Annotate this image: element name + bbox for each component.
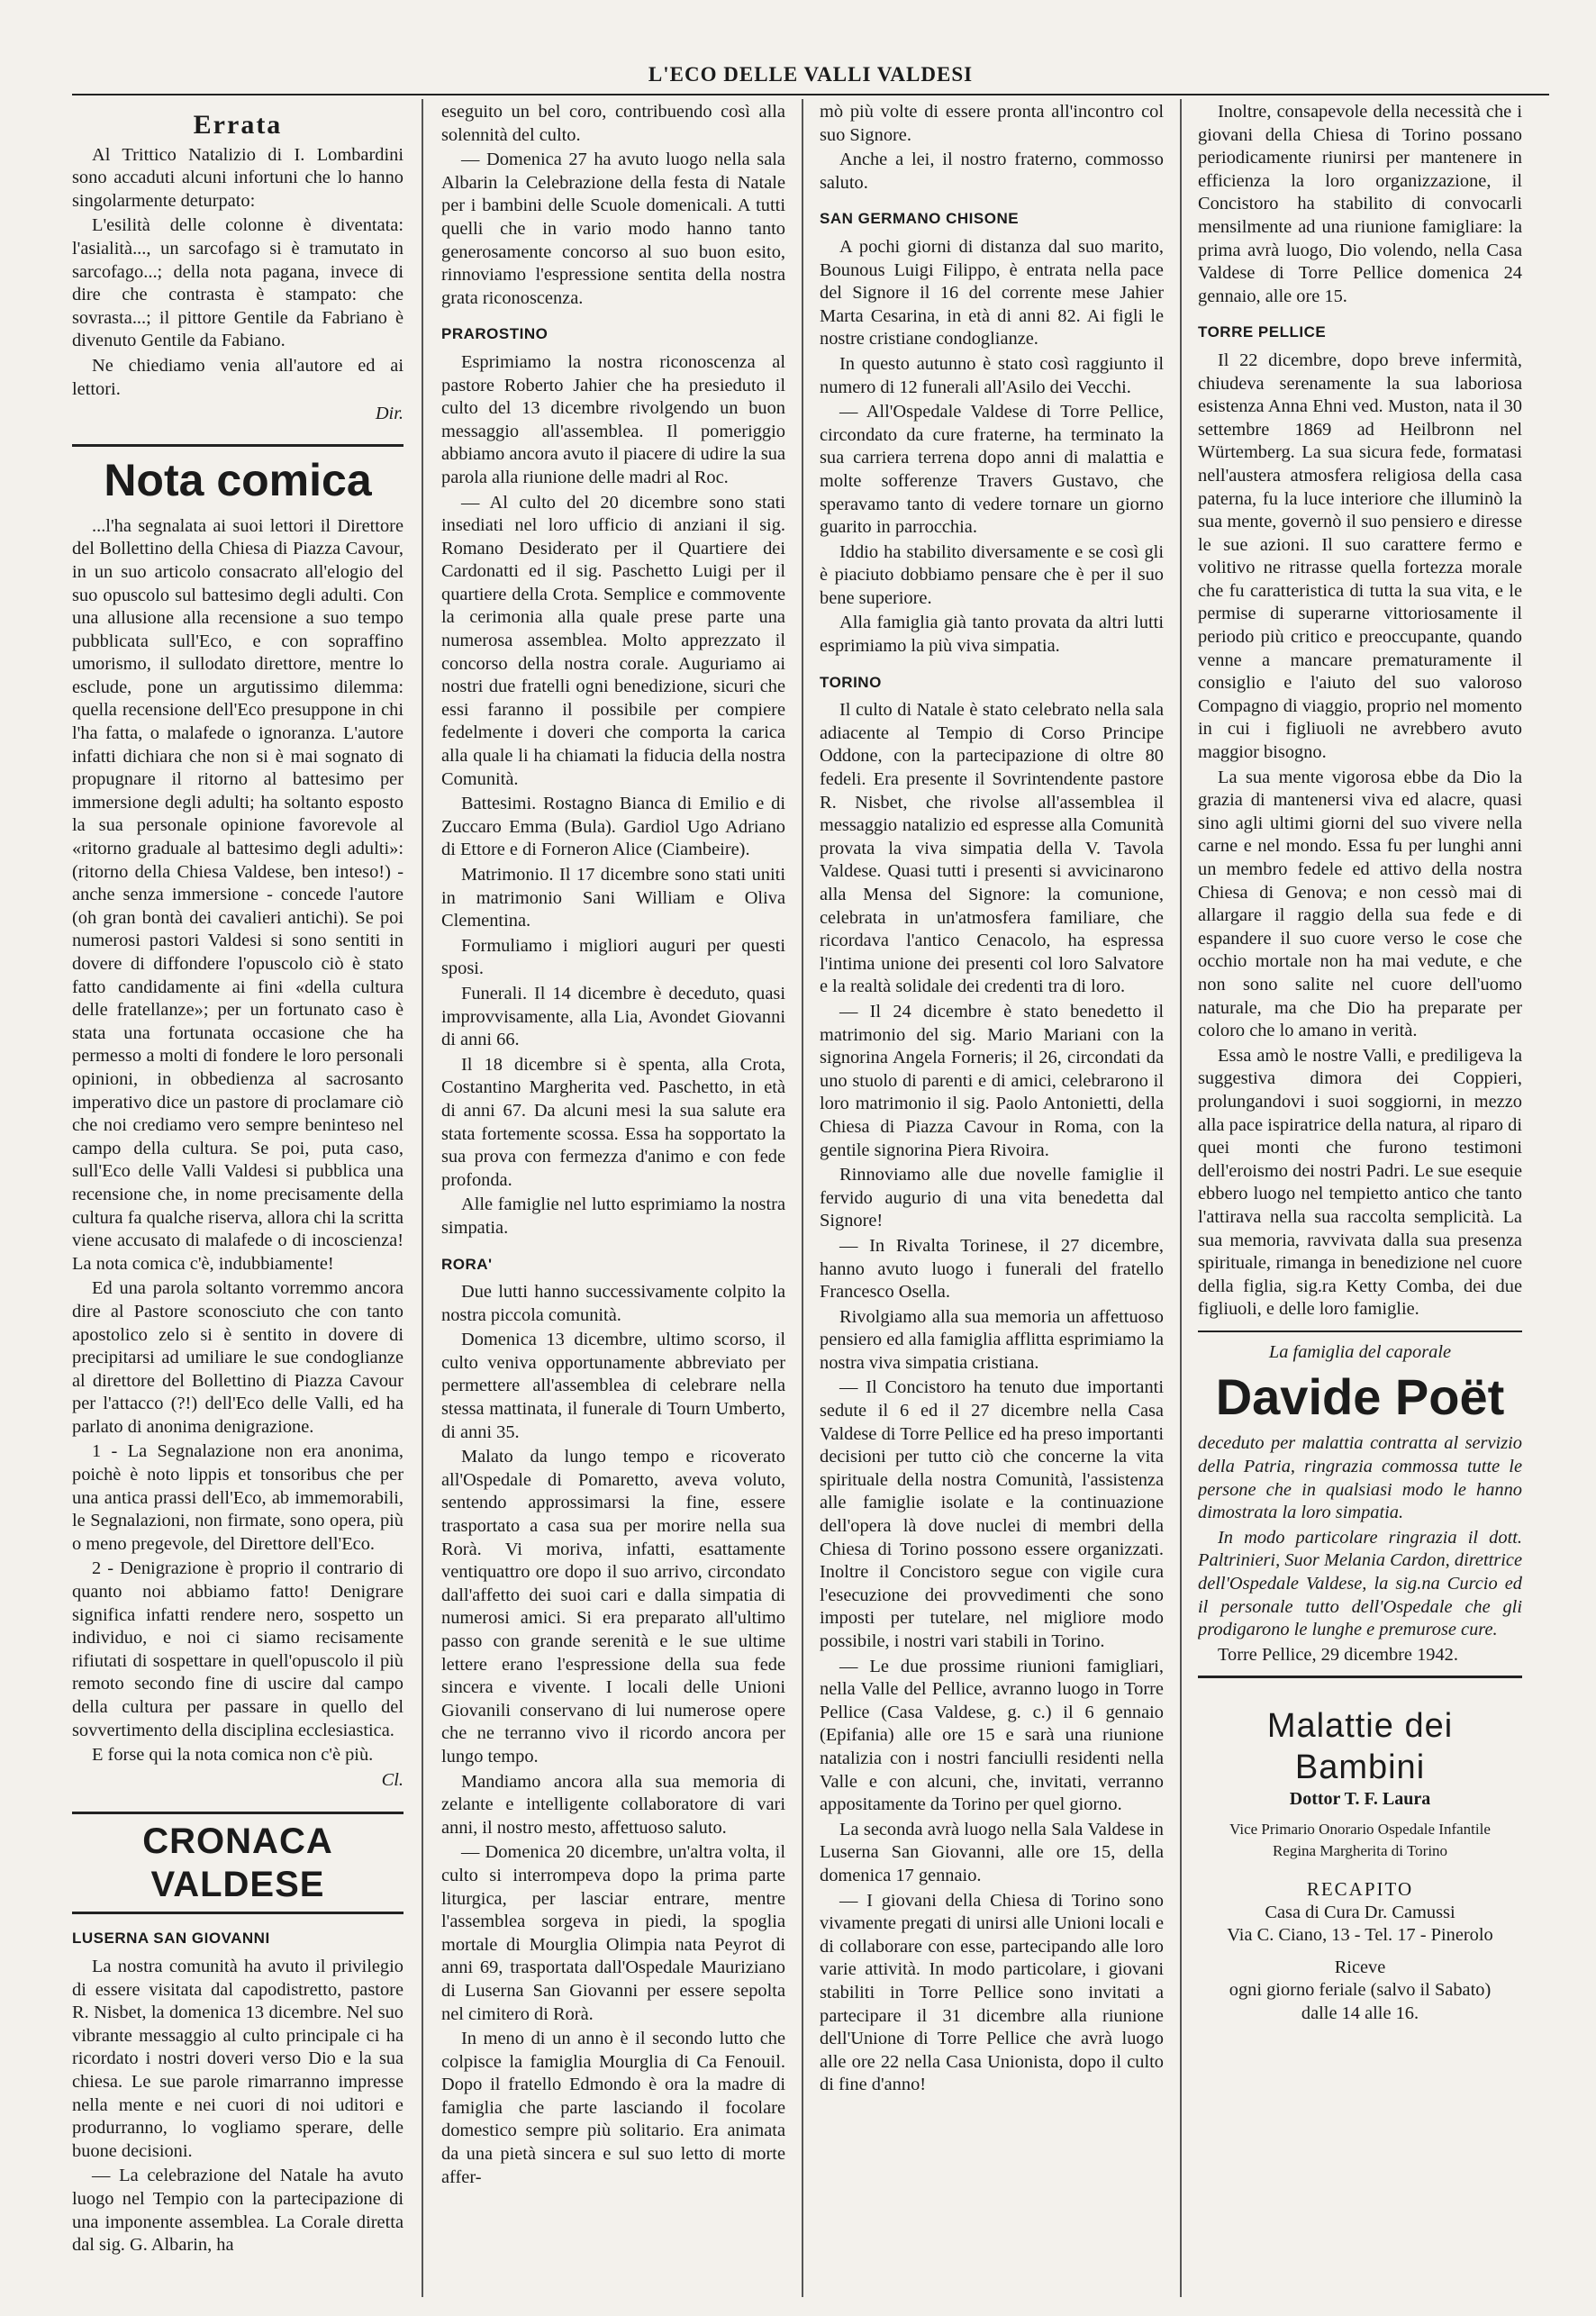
section-heading-luserna: LUSERNA SAN GIOVANNI (72, 1930, 270, 1948)
rora-paragraph: Due lutti hanno successivamente colpito la nostra piccola comunità. (441, 1282, 785, 1325)
divider (1198, 1676, 1522, 1678)
rora-paragraph: Mandiamo ancora alla sua memoria di zelante e intelligente collaboratore di vari anni, il nostro mesto, affettuoso saluto. (441, 1771, 785, 1838)
nota-comica-title: Nota comica (72, 444, 404, 506)
section-heading-san-germano: SAN GERMANO CHISONE (820, 210, 1020, 228)
paragraph: mò più volte di essere pronta all'incontro col suo Signore. (820, 102, 1164, 145)
torino-paragraph: — Il Concistoro ha tenuto due importanti sedute il 6 ed il 27 dicembre nella Casa Valdese di Torre Pellice ed ha preso importanti decisioni per tutto ciò che concerne la vita spirituale della nostra Comunità, l'assistenza alle famiglie isolate e la continuazione dell'opera là dove nuclei di membri della Chiesa di Torino possono essere organizzati. Inoltre il Concistoro segue con vigile cura l'esecuzione dei provvedimenti che sono imposti per tutelare, nel migliore modo possibile, i nostri vari stabili in Torino. (820, 1377, 1164, 1651)
ad-hours: dalle 14 alle 16. (1301, 2003, 1419, 2023)
san-germano-paragraph: — All'Ospedale Valdese di Torre Pellice, circondato da cure fraterne, ha terminato la sua carriera terrena dopo anni di malattia e molte sofferenze Travers Gustavo, che speravamo tanto di vedere tornare un giorno guarito in parrocchia. (820, 402, 1164, 538)
ad-hours: ogni giorno feriale (salvo il Sabato) (1229, 1980, 1492, 2001)
notice-intro: La famiglia del caporale (1268, 1341, 1452, 1362)
luserna-paragraph: — La celebrazione del Natale ha avuto luogo nel Tempio con la partecipazione di una imponente assemblea. La Corale diretta dal sig. G. Albarin, ha (72, 2166, 404, 2256)
san-germano-paragraph: Alla famiglia già tanto provata da altri lutti esprimiamo la più viva simpatia. (820, 613, 1164, 657)
prarostino-paragraph: Matrimonio. Il 17 dicembre sono stati uniti in matrimonio Sani William e Oliva Clementina. (441, 865, 785, 931)
torino-paragraph: Rivolgiamo alla sua memoria un affettuoso pensiero ed alla famiglia afflitta esprimiamo la nostra viva simpatia cristiana. (820, 1306, 1164, 1373)
nota-paragraph: 2 - Denigrazione è proprio il contrario di quanto noi abbiamo fatto! Denigrare significa infatti rendere nero, sospetto un individuo, e noi ci siamo recisamente rifiutati di sospettare in quell'opuscolo il più remoto secondo fine di uscire dal campo della cultura per passare in quello del sovvertimento della disciplina ecclesiastica. (72, 1558, 404, 1740)
column-divider (802, 99, 803, 2297)
nota-paragraph: 1 - La Segnalazione non era anonima, poichè è noto lippis et tonsoribus che per una antica prassi dell'Eco, ab immemorabili, le Segnalazioni, non firmate, sono opera, più o meno pregevole, del Direttore dell'Eco. (72, 1441, 404, 1554)
nota-paragraph: E forse qui la nota comica non c'è più. (92, 1745, 374, 1766)
column-3 (820, 101, 1164, 2299)
luserna-paragraph: La nostra comunità ha avuto il privilegio di essere visitata dal capodistretto, pastore R. Nisbet, la domenica 13 dicembre. Nel suo vibrante messaggio al culto principale ci ha ricordato i nostri doveri verso Dio e la sua chiesa. Le sue parole rimarranno impresse nella mente e nei cuori di noi uditori e produrranno, lo vogliamo sperare, delle buone decisioni. (72, 1956, 404, 2161)
san-germano-paragraph: In questo autunno è stato così raggiunto il numero di 12 funerali all'Asilo dei Vecchi. (820, 353, 1164, 397)
column-4 (1198, 101, 1522, 2299)
prarostino-paragraph: Funerali. Il 14 dicembre è deceduto, quasi improvvisamente, alla Lia, Avondet Giovanni di anni 66. (441, 983, 785, 1050)
section-heading-torino: TORINO (820, 673, 882, 691)
ad-line: Vice Primario Onorario Ospedale Infantile (1229, 1821, 1491, 1838)
rora-paragraph: Malato da lungo tempo e ricoverato all'Ospedale di Pomaretto, aveva voluto, sentendo approssimarsi la fine, essere trasportato a casa sua per morire nella sua Rorà. Vi moriva, infatti, esattamente ventiquattro ore dopo il suo arrivo, circondato dall'affetto dei suoi cari e dalla simpatia di numerosi amici. Si era preparato all'ultimo passo con grande serenità e le sue ultime lettere erano l'espressione della sua fede sincera e vivente. I locali delle Unioni Giovanili conservano di lui numerose opere che ne terranno vivo il ricordo ancora per lungo tempo. (441, 1447, 785, 1767)
ad-title: Malattie dei Bambini (1266, 1707, 1454, 1787)
paragraph: — Domenica 27 ha avuto luogo nella sala Albarin la Celebrazione della festa di Natale per i bambini delle Scuole domenicali. A tutti quelli che in vario modo hanno tanto generosamente concorso al suo buon esito, rinnoviamo l'espressione sentita della nostra grata riconoscenza. (441, 150, 785, 308)
paragraph: Inoltre, consapevole della necessità che i giovani della Chiesa di Torino possano periodicamente riunirsi per mantenere in efficienza la loro organizzazione, il Concistoro ha stabilito di convocarli mensilmente ad una riunione famigliare: la prima avrà luogo, Dio volendo, nella Casa Valdese di Torre Pellice domenica 24 gennaio, alle ore 15. (1198, 102, 1522, 306)
errata-paragraph: Al Trittico Natalizio di I. Lombardini sono accaduti alcuni infortuni che lo hanno singolarmente deturpato: (72, 144, 404, 211)
notice-name: Davide Poët (1215, 1368, 1505, 1426)
torino-paragraph: Il culto di Natale è stato celebrato nella sala adiacente al Tempio di Corso Principe Oddone, con la partecipazione di oltre 80 fedeli. Era presente il Sovrintendente pastore R. Nisbet, che rivolse all'assemblea il messaggio natalizio ed espresse alla Comunità provata la viva simpatia della V. Tavola Valdese. Quasi tutti i presenti si avvicinarono alla Mensa del Signore: la comunione, celebrata in un'atmosfera familiare, che ricordava l'antico Cenacolo, ha espressa l'intima unione dei presenti col loro Salvatore e la realtà solidale dei credenti tra di loro. (820, 700, 1164, 997)
prarostino-paragraph: Battesimi. Rostagno Bianca di Emilio e di Zuccaro Emma (Bula). Gardiol Ugo Adriano di Ettore e di Forneron Alice (Ciambeire). (441, 794, 785, 860)
section-heading-torre-pellice: TORRE PELLICE (1198, 323, 1327, 341)
nota-paragraph: ...l'ha segnalata ai suoi lettori il Direttore del Bollettino della Chiesa di Piazza Cavour, in un suo articolo consacrato all'elogio del suo opuscolo sul battesimo degli adulti. Con una allusione alla recensione a suo tempo pubblicata sull'Eco, e con sopraffino umorismo, il sullodato direttore, mentre lo esclude, pone un argutissimo dilemma: quella recensione dell'Eco presuppone in chi l'ha fatta, o malafede o ignoranza. L'autore infatti dichiara che non si è mai sognato di propugnare il ritorno al battesimo per immersione degli adulti; ha soltanto esposto la sua personale opinione favorevole al «ritorno graduale al battesimo degli adulti»: (ritorno della Chiesa Valdese, ben inteso!) - anche senza immersione - concede l'autore (oh gran bontà dei cavalieri antichi). Se poi numerosi pastori Valdesi si sono sentiti in dovere di diffondere l'opuscolo ciò è stato fatto candidamente ai fini «della cultura delle fratellanze»; per un fortunato caso è stata una fortunata occasione che ha permesso a molti di fondere le loro personali opinioni, in obbedienza al sacrosanto imperativo dice un pastore di proclamare ciò che noi crediamo vero sempre beninteso nel campo della cultura. Se poi, puta caso, sull'Eco delle Valli Valdesi si pubblica una recensione che, in nome precisamente della cultura fa qualche riserva, allora chi la scritta viene accusato di malafede o di incoscienza! La nota comica c'è, indubbiamente! (72, 515, 404, 1274)
errata-paragraph: Ne chiediamo venia all'autore ed ai lettori. (72, 355, 404, 399)
column-2 (441, 101, 785, 2299)
prarostino-paragraph: Alle famiglie nel lutto esprimiamo la nostra simpatia. (441, 1194, 785, 1238)
notice-date: Torre Pellice, 29 dicembre 1942. (1218, 1644, 1458, 1665)
torino-paragraph: Rinnoviamo alle due novelle famiglie il fervido augurio di una vita benedetta dal Signore! (820, 1165, 1164, 1231)
column-divider (422, 99, 423, 2297)
prarostino-paragraph: — Al culto del 20 dicembre sono stati insediati nel loro ufficio di anziani il sig. Romano Desiderato per il Quartiere dei Cardonatti ed il sig. Paschetto Luigi per il quartiere della Crota. Semplice e commovente la cerimonia alla quale prese parte una numerosa assemblea. Molto apprezzato il concorso della nostra corale. Auguriamo ai nostri due fratelli ogni benedizione, sicuri che essi faranno il possibile per compiere fedelmente i doveri che comporta la carica alla quale li ha chiamati la fiducia della nostra Comunità. (441, 492, 785, 789)
torino-paragraph: La seconda avrà luogo nella Sala Valdese in Luserna San Giovanni, alle ore 15, della domenica 17 gennaio. (820, 1819, 1164, 1885)
nota-signature: Cl. (381, 1769, 404, 1790)
ad-address: Via C. Ciano, 13 - Tel. 17 - Pinerolo (1227, 1925, 1493, 1946)
san-germano-paragraph: A pochi giorni di distanza dal suo marito, Bounous Luigi Filippo, è entrata nella pace del Signore il 16 del corrente mese Jahier Marta Cesarina, in età di anni 82. Ai figli le nostre cristiane condoglianze. (820, 236, 1164, 350)
divider (1198, 1331, 1522, 1332)
errata-paragraph: L'esilità delle colonne è diventata: l'asialità..., un sarcofago si è tramutato in sarcofago...; della nota pagana, invece di dire che contrasta è stampato: che sovrasta...; il pittore Gentile da Fabriano è divenuto Gentile da Fabiano. (72, 215, 404, 351)
cronaca-valdese-title: CRONACA VALDESE (72, 1812, 404, 1914)
paragraph: Anche a lei, il nostro fraterno, commosso saluto. (820, 150, 1164, 193)
rora-paragraph: In meno di un anno è il secondo lutto che colpisce la famiglia Mourglia di Ca Fenouil. Dopo il fratello Edmondo è ora la madre di famiglia che parte lasciando il focolare domestico sempre più solitario. Era animata da una pietà sincera e sul suo letto di morte affer- (441, 2029, 785, 2187)
masthead (72, 58, 1549, 95)
nota-paragraph: Ed una parola soltanto vorremmo ancora dire al Pastore sconosciuto che con tanto apostolico zelo si è sentito in dovere di precipitarsi ad umiliare le sue condoglianze al direttore del Bollettino di Piazza Cavour per l'attacco (?!) dell'Eco delle Valli, ed ha parlato di anonima denigrazione. (72, 1278, 404, 1437)
advertisement-doctor (1198, 1705, 1522, 2025)
ad-doctor-name: Dottor T. F. Laura (1289, 1789, 1431, 1810)
torino-paragraph: — I giovani della Chiesa di Torino sono vivamente pregati di unirsi alle Unioni locali e di collaborare con esse, partecipando alle loro varie attività. In modo particolare, i giovani stabiliti in Torre Pellice sono invitati a partecipare il 31 dicembre alla riunione dell'Unione di Torre Pellice che avrà luogo alle ore 22 nella Casa Unionista, dopo il culto di fine d'anno! (820, 1890, 1164, 2095)
ad-line: Regina Margherita di Torino (1272, 1842, 1448, 1859)
torino-paragraph: — Il 24 dicembre è stato benedetto il matrimonio del sig. Mario Mariani con la signorina Angela Forneris; il 26, circondati da uno stuolo di parenti e di amici, celebrarono il loro matrimonio il sig. Paolo Antonietti, della Chiesa di Piazza Cavour in Roma, con la gentile signorina Piera Rivoira. (820, 1001, 1164, 1160)
notice-paragraph: deceduto per malattia contratta al servizio della Patria, ringrazia commossa tutte le persone che in qualsiasi modo le hanno dimostrata la loro simpatia. (1198, 1433, 1522, 1523)
torino-paragraph: — Le due prossime riunioni famigliari, nella Valle del Pellice, avranno luogo in Torre Pellice (Casa Valdese, g. c.) il 6 gennaio (Epifania) alle ore 15 e sarà una riunione natalizia con i nostri fanciulli residenti nella Valle e con alcuni, che, invitati, verranno appositamente da Torino per quel giorno. (820, 1656, 1164, 1815)
torre-pellice-paragraph: Essa amò le nostre Valli, e prediligeva la suggestiva dimora dei Coppieri, prolungandovi i suoi soggiorni, in mezzo alla pace ispiratrice della natura, al riparo di quei monti che furono testimoni dell'eroismo dei nostri Padri. Le sue esequie ebbero luogo nel tempietto antico che tanto l'attirava nella sua raccolta semplicità. La sua memoria, ravvivata dalla sua presenza spirituale, rimanga in benedizione nel cuore della figlia, sig.ra Ketty Comba, dei due figliuoli, e delle loro famiglie. (1198, 1045, 1522, 1320)
prarostino-paragraph: Esprimiamo la nostra riconoscenza al pastore Roberto Jahier che ha presieduto il culto del 13 dicembre rivolgendo un buon messaggio all'assemblea. Il pomeriggio abbiamo ancora avuto il piacere di udire la sua parola alla riunione delle madri al Roc. (441, 351, 785, 487)
errata-signature: Dir. (375, 404, 404, 424)
torre-pellice-paragraph: Il 22 dicembre, dopo breve infermità, chiudeva serenamente la sua laboriosa esistenza Anna Ehni ved. Muston, nata il 30 settembre 1869 ad Heilbronn nel Würtemberg. La sua sicura fede, formatasi nell'austera atmosfera religiosa della casa paterna, fu la luce interiore che illuminò la sua mente, governò il suo pensiero e diresse le sue azioni. Il suo carattere fermo e volitivo ne ritrasse quella fortezza morale che fu caratteristica di tutta la sua vita, e le permise di superarne vittoriosamente il periodo più critico e preoccupante, quando venne a mancare prematuramente il consiglio e l'aiuto del suo valoroso Compagno di viaggio, proprio nel momento in cui i figliuoli ne avrebbero avuto maggior bisogno. (1198, 350, 1522, 763)
san-germano-paragraph: Iddio ha stabilito diversamente e se così gli è piaciuto dobbiamo pensare che è per il suo bene superiore. (820, 541, 1164, 608)
torino-paragraph: — In Rivalta Torinese, il 27 dicembre, hanno avuto luogo i funerali del fratello Francesco Osella. (820, 1235, 1164, 1303)
column-divider (1180, 99, 1182, 2297)
errata-title: Errata (193, 110, 283, 140)
prarostino-paragraph: Il 18 dicembre si è spenta, alla Crota, Costantino Margherita ved. Paschetto, in età di anni 67. Da alcuni mesi la sua salute era stata fortemente scossa. Essa ha sopportato la sua prova con fermezza d'animo e con fede profonda. (441, 1054, 785, 1190)
rora-paragraph: Domenica 13 dicembre, ultimo scorso, il culto veniva opportunamente abbreviato per permettere all'assemblea di celebrare nella stessa mattinata, il funerale di Tourn Umberto, di anni 35. (441, 1330, 785, 1442)
ad-recapito: RECAPITO (1306, 1878, 1414, 1900)
section-heading-prarostino: PRAROSTINO (441, 325, 549, 343)
notice-poet (1198, 1341, 1522, 1667)
torre-pellice-paragraph: La sua mente vigorosa ebbe da Dio la grazia di mantenersi viva ed alacre, quasi sino agli ultimi giorni del suo vivere nella carne e nel mondo. Essa fu per lunghi anni un membro fedele ed attivo della nostra Chiesa di Genova; e non cessò mai di allargare il raggio della sua fede e di espandere il suo cuore verso le cose che occhio mortale non ha mai vedute, e che non sono salite nel cuore dell'uomo naturale, ma che Dio ha preparate per coloro che lo amano in verità. (1198, 767, 1522, 1041)
ad-riceve: Riceve (1334, 1957, 1386, 1977)
section-heading-rora: RORA' (441, 1255, 493, 1273)
rora-paragraph: — Domenica 20 dicembre, un'altra volta, il culto si interrompeva dopo la prima parte liturgica, per lasciar entrare, mentre l'assemblea sorgeva in piedi, la spoglia mortale di Mourglia Olimpia nata Peyrot di anni 69, trasportata dall'Ospedale Mauriziano di Luserna San Giovanni per essere sepolta nel cimitero di Rorà. (441, 1842, 785, 2024)
column-1 (72, 101, 404, 2299)
notice-paragraph: In modo particolare ringrazia il dott. Paltrinieri, Suor Melania Cardon, direttrice dell'Ospedale Valdese, la sig.na Curcio ed il personale tutto dell'Ospedale che gli prodigarono le lunghe e premurose cure. (1198, 1527, 1522, 1640)
ad-address: Casa di Cura Dr. Camussi (1265, 1902, 1455, 1922)
newspaper-title: L'ECO DELLE VALLI VALDESI (648, 63, 974, 86)
paragraph: eseguito un bel coro, contribuendo così alla solennità del culto. (441, 102, 785, 145)
prarostino-paragraph: Formuliamo i migliori auguri per questi sposi. (441, 935, 785, 979)
